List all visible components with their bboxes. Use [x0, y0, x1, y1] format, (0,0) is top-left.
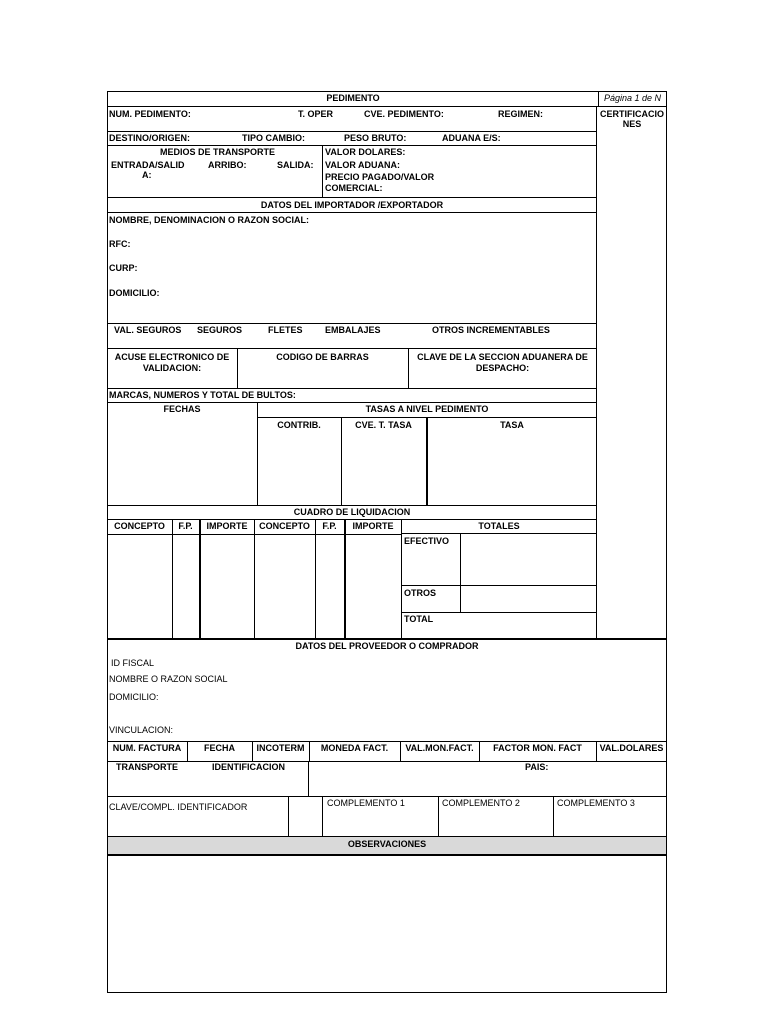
rule: [107, 519, 597, 520]
rule: [402, 533, 597, 534]
liquidacion-title: CUADRO DE LIQUIDACION: [293, 507, 411, 517]
concepto-header-1: CONCEPTO: [114, 521, 165, 531]
certificaciones-label-1: CERTIFICACIO: [600, 109, 664, 119]
col-divider: [172, 519, 173, 639]
total-label: TOTAL: [404, 614, 434, 624]
curp-label: CURP:: [109, 263, 138, 273]
otros-label: OTROS: [404, 588, 437, 598]
col-divider: [254, 519, 255, 639]
cve-pedimento-label: CVE. PEDIMENTO:: [364, 109, 444, 119]
concepto-header-2: CONCEPTO: [259, 521, 310, 531]
val-mon-fact-header: VAL.MON.FACT.: [405, 743, 474, 753]
rule: [401, 612, 597, 613]
val-seguros-label: VAL. SEGUROS: [114, 325, 182, 335]
identificacion-label: IDENTIFICACION: [212, 762, 285, 772]
tasa-header: TASA: [500, 420, 524, 430]
rule: [107, 761, 667, 762]
moneda-fact-header: MONEDA FACT.: [320, 743, 389, 753]
rule: [107, 348, 597, 349]
complemento-3-label: COMPLEMENTO 3: [557, 798, 635, 808]
rule: [107, 145, 597, 146]
rule: [107, 402, 597, 403]
valor-aduana-label: VALOR ADUANA:: [325, 160, 400, 170]
precio-pagado-label-1: PRECIO PAGADO/VALOR: [325, 172, 435, 182]
peso-bruto-label: PESO BRUTO:: [344, 133, 407, 143]
left-border: [107, 638, 108, 993]
domicilio-label: DOMICILIO:: [109, 288, 160, 298]
destino-origen-label: DESTINO/ORIGEN:: [109, 133, 191, 143]
num-pedimento-label: NUM. PEDIMENTO:: [109, 109, 191, 119]
fecha-header: FECHA: [204, 743, 235, 753]
id-fiscal-label: ID FISCAL: [111, 658, 155, 668]
rule: [107, 796, 667, 797]
precio-pagado-label-2: COMERCIAL:: [325, 183, 383, 193]
totales-divider: [460, 533, 461, 612]
rule: [107, 505, 597, 506]
clave-seccion-label-2: DESPACHO:: [475, 363, 530, 373]
clave-compl-label: CLAVE/COMPL. IDENTIFICADOR: [109, 802, 248, 812]
rule: [107, 323, 597, 324]
vinculacion-label: VINCULACION:: [109, 725, 174, 735]
fp-header-2: F.P.: [322, 521, 337, 531]
seguros-label: SEGUROS: [197, 325, 243, 335]
medios-transporte-label: MEDIOS DE TRANSPORTE: [160, 147, 276, 157]
observaciones-title: OBSERVACIONES: [347, 839, 427, 849]
rule: [107, 131, 597, 132]
totales-header: TOTALES: [478, 521, 520, 531]
right-border: [666, 638, 667, 993]
certificaciones-label-2: NES: [622, 119, 642, 129]
fechas-label: FECHAS: [163, 404, 201, 414]
transporte-label: TRANSPORTE: [116, 762, 179, 772]
t-oper-label: T. OPER: [298, 109, 334, 119]
tasas-title: TASAS A NIVEL PEDIMENTO: [365, 404, 489, 414]
pais-label: PAIS:: [525, 762, 549, 772]
rule: [107, 212, 597, 213]
clave-seccion-label-1: CLAVE DE LA SECCION ADUANERA DE: [417, 352, 588, 362]
acuse-label-2: VALIDACION:: [142, 363, 202, 373]
col-divider: [288, 796, 289, 837]
proveedor-title: DATOS DEL PROVEEDOR O COMPRADOR: [295, 641, 479, 651]
rfc-label: RFC:: [109, 239, 131, 249]
col-divider: [344, 519, 346, 639]
codigo-barras-label: CODIGO DE BARRAS: [276, 352, 369, 362]
fp-header-1: F.P.: [178, 521, 193, 531]
rule: [401, 585, 597, 586]
col-divider: [315, 519, 316, 639]
incoterm-header: INCOTERM: [256, 743, 305, 753]
embalajes-label: EMBALAJES: [325, 325, 381, 335]
importador-title: DATOS DEL IMPORTADOR /EXPORTADOR: [260, 200, 444, 210]
salida-label: SALIDA:: [277, 160, 314, 170]
col-divider: [438, 796, 439, 837]
entrada-salida-label-2: A:: [142, 170, 152, 180]
rule: [107, 836, 667, 837]
importe-header-2: IMPORTE: [352, 521, 394, 531]
otros-incrementables-label: OTROS INCREMENTABLES: [432, 325, 550, 335]
val-dolares-header: VAL.DOLARES: [599, 743, 664, 753]
fletes-label: FLETES: [268, 325, 303, 335]
col-divider: [322, 796, 323, 837]
col-divider: [401, 519, 402, 639]
aduana-label: ADUANA E/S:: [442, 133, 501, 143]
tipo-cambio-label: TIPO CAMBIO:: [242, 133, 305, 143]
page-title: PEDIMENTO: [326, 93, 380, 103]
regimen-label: REGIMEN:: [498, 109, 543, 119]
domicilio-prov-label: DOMICILIO:: [109, 692, 159, 702]
factor-mon-fact-header: FACTOR MON. FACT: [493, 743, 582, 753]
complemento-1-label: COMPLEMENTO 1: [327, 798, 405, 808]
rule: [107, 854, 667, 856]
section-rule: [107, 638, 667, 640]
efectivo-label: EFECTIVO: [404, 536, 450, 546]
marcas-label: MARCAS, NUMEROS Y TOTAL DE BULTOS:: [109, 390, 296, 400]
rule: [107, 388, 597, 389]
col-divider: [553, 796, 554, 837]
nombre-razon-social-prov-label: NOMBRE O RAZON SOCIAL: [109, 674, 228, 684]
page-number: Página 1 de N: [603, 93, 662, 103]
complemento-2-label: COMPLEMENTO 2: [442, 798, 520, 808]
transport-divider: [322, 145, 323, 197]
acuse-label-1: ACUSE ELECTRONICO DE: [114, 352, 230, 362]
contrib-header: CONTRIB.: [277, 420, 321, 430]
entrada-salida-label-1: ENTRADA/SALID: [111, 160, 185, 170]
importe-header-1: IMPORTE: [206, 521, 248, 531]
valor-dolares-label: VALOR DOLARES:: [325, 147, 406, 157]
rule: [107, 741, 667, 742]
arribo-label: ARRIBO:: [208, 160, 247, 170]
rule: [107, 197, 597, 198]
col-divider: [199, 519, 201, 639]
num-factura-header: NUM. FACTURA: [112, 743, 182, 753]
bottom-border: [107, 992, 667, 993]
cve-tasa-header: CVE. T. TASA: [355, 420, 412, 430]
nombre-razon-social-label: NOMBRE, DENOMINACION O RAZON SOCIAL:: [109, 215, 309, 225]
col-divider: [308, 761, 309, 796]
